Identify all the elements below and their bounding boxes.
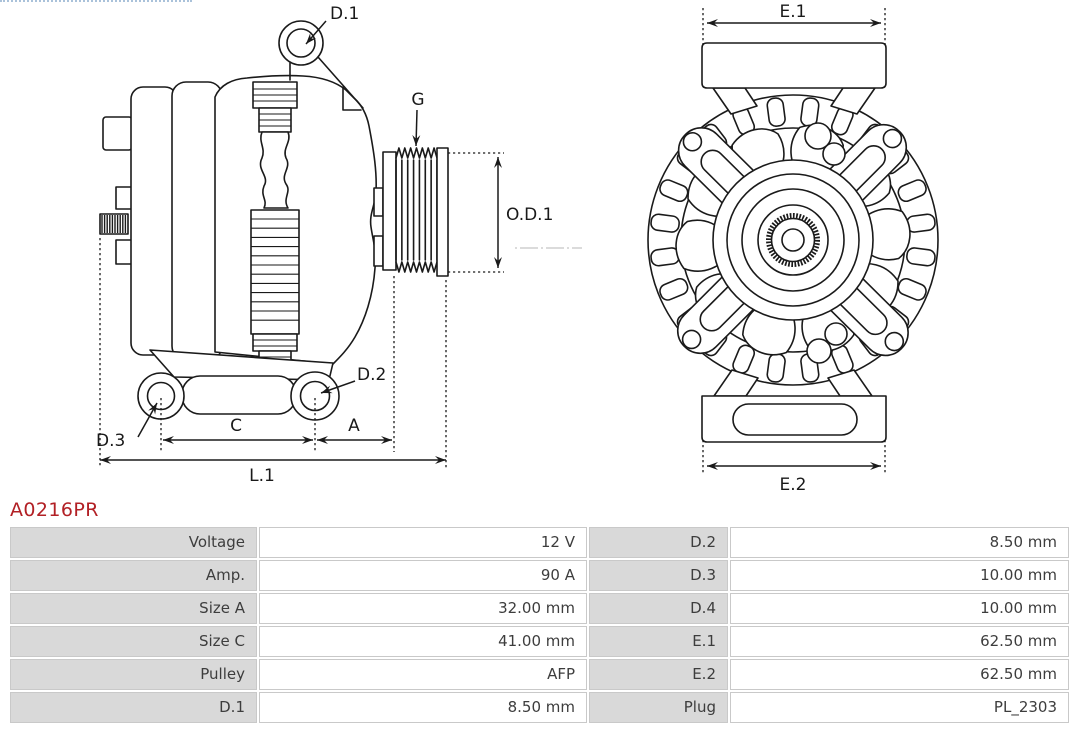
side-view xyxy=(96,4,582,486)
dim-label-d3: D.3 xyxy=(96,431,126,451)
dim-label-l1: L.1 xyxy=(249,466,275,486)
dim-label-e1: E.1 xyxy=(779,2,807,22)
spec-value: 8.50 mm xyxy=(730,527,1069,558)
spec-label: D.2 xyxy=(589,527,728,558)
bolt-hole xyxy=(825,323,847,345)
spec-label: Voltage xyxy=(10,527,257,558)
spec-label: E.2 xyxy=(589,659,728,690)
spec-value: PL_2303 xyxy=(730,692,1069,723)
spec-value: 10.00 mm xyxy=(730,560,1069,591)
dim-label-c: C xyxy=(230,416,242,436)
spec-value: 10.00 mm xyxy=(730,593,1069,624)
dim-label-od1: O.D.1 xyxy=(506,205,554,225)
spec-label: D.3 xyxy=(589,560,728,591)
bracket-slot xyxy=(733,404,857,435)
spec-value: 62.50 mm xyxy=(730,659,1069,690)
spec-value: 90 A xyxy=(259,560,587,591)
part-number: A0216PR xyxy=(10,499,99,521)
dim-label-d1: D.1 xyxy=(330,4,360,24)
spec-label: Size A xyxy=(10,593,257,624)
bolt-hole xyxy=(823,143,845,165)
bolt-hole xyxy=(807,339,831,363)
spec-value: 8.50 mm xyxy=(259,692,587,723)
dim-label-d2: D.2 xyxy=(357,365,387,385)
spec-value: 32.00 mm xyxy=(259,593,587,624)
dim-label-g: G xyxy=(411,90,425,110)
spec-label: Plug xyxy=(589,692,728,723)
dim-label-e2: E.2 xyxy=(779,475,807,495)
pulley xyxy=(383,148,448,276)
connector-lug xyxy=(103,117,132,150)
spec-value: AFP xyxy=(259,659,587,690)
spec-table xyxy=(10,527,1069,723)
spec-label: E.1 xyxy=(589,626,728,657)
spec-label: D.4 xyxy=(589,593,728,624)
shaft-hole xyxy=(782,229,804,251)
spec-value: 12 V xyxy=(259,527,587,558)
rear-cover xyxy=(131,87,177,355)
top-edge-artifact xyxy=(0,0,192,2)
spec-label: Size C xyxy=(10,626,257,657)
foot-bar xyxy=(182,376,296,414)
spec-value: 41.00 mm xyxy=(259,626,587,657)
spec-label: Pulley xyxy=(10,659,257,690)
dim-label-a: A xyxy=(348,416,360,436)
spec-label: Amp. xyxy=(10,560,257,591)
spec-label: D.1 xyxy=(10,692,257,723)
pulley-hub xyxy=(713,160,873,320)
spec-value: 62.50 mm xyxy=(730,626,1069,657)
ear-hole-d1 xyxy=(287,29,315,57)
front-view xyxy=(648,2,938,495)
